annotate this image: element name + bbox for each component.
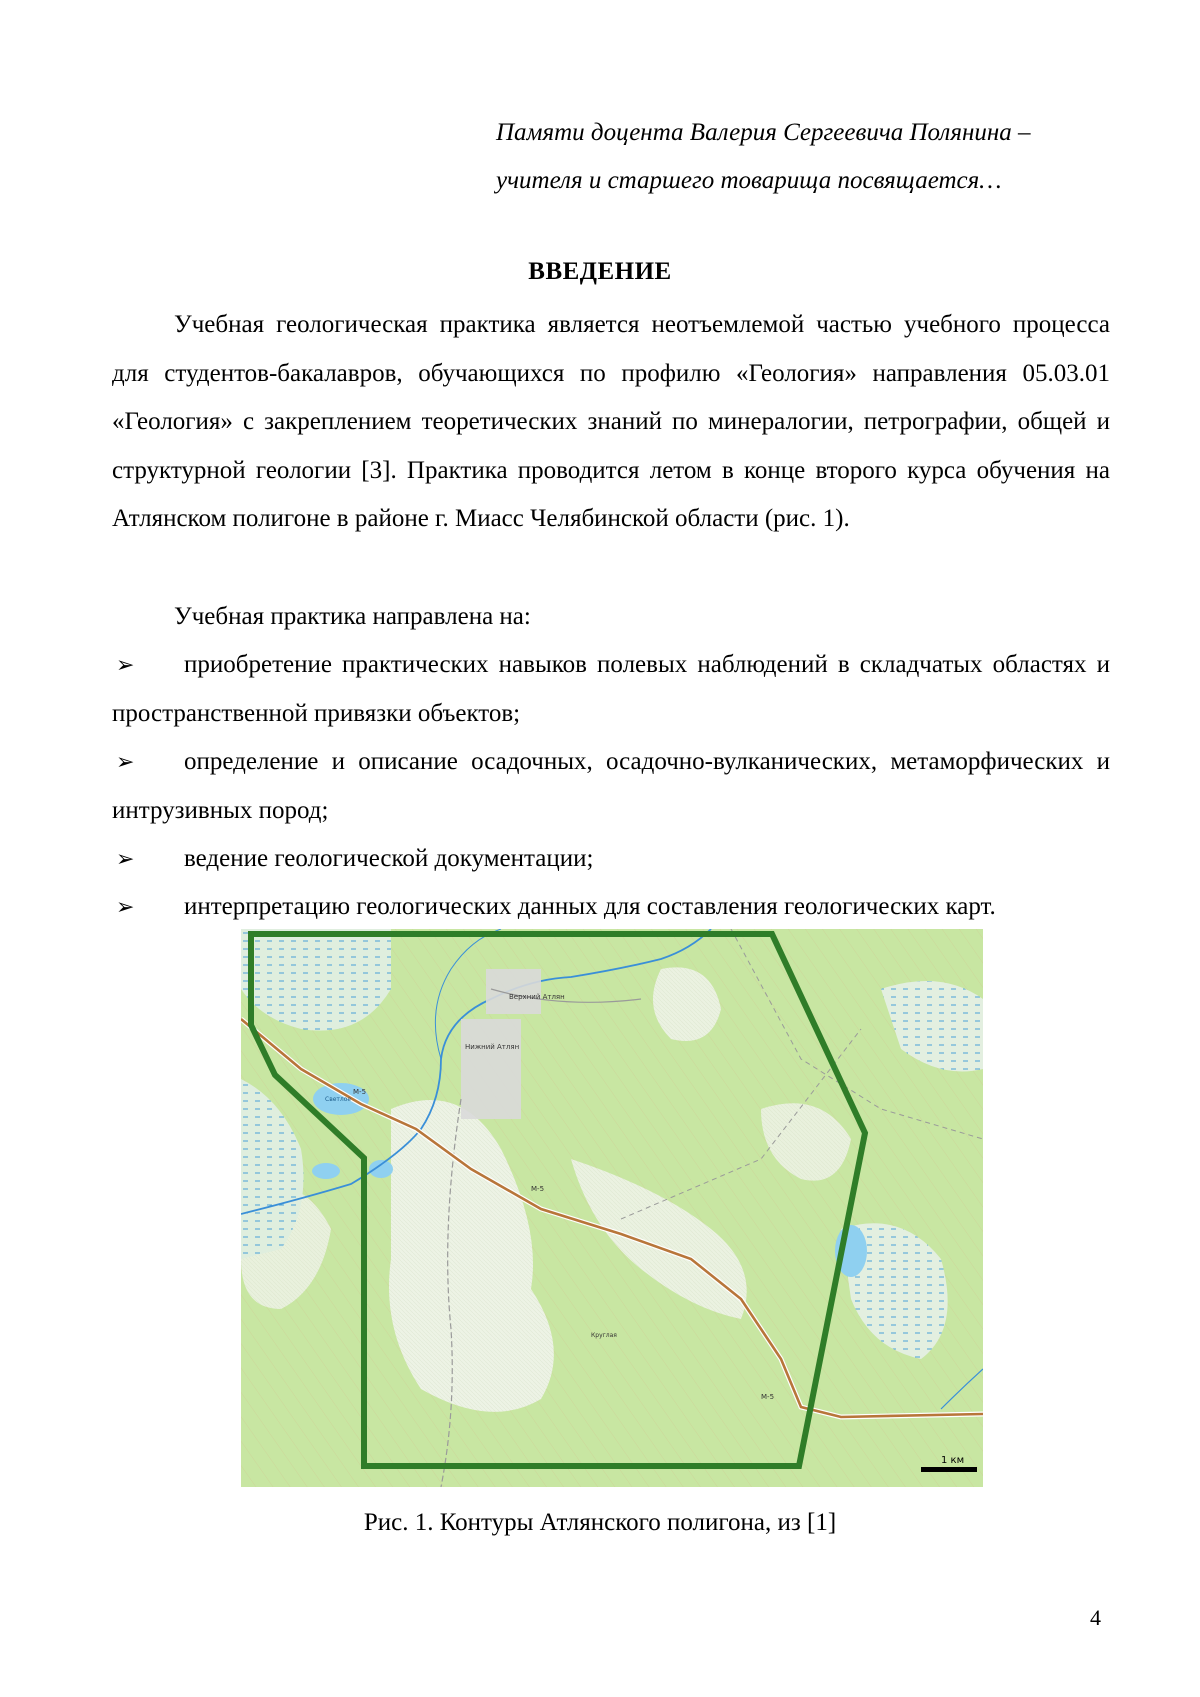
page-number: 4 [1090, 1605, 1101, 1630]
map-label-peak: Круглая [591, 1332, 617, 1339]
epigraph-line-2: учителя и старшего товарища посвящается… [496, 167, 1002, 194]
polygon-map-figure [241, 929, 983, 1487]
lake [312, 1163, 340, 1179]
map-scale-bar [921, 1467, 977, 1472]
list-item [112, 883, 1110, 932]
map-label-road: М-5 [761, 1393, 775, 1401]
list-item-text: ведение геологической документации; [184, 845, 594, 872]
section-heading: ВВЕДЕНИЕ [528, 258, 672, 285]
map-label-village: Нижний Атлян [465, 1043, 520, 1051]
lake [369, 1160, 393, 1178]
map-scale-label: 1 км [941, 1455, 965, 1466]
settlement-area [461, 1019, 521, 1119]
map-label-lake: Светлое [325, 1096, 352, 1103]
list-item-text: интерпретацию геологических данных для составления геологических карт. [184, 893, 996, 920]
arrow-bullet-icon: ➢ [116, 652, 135, 677]
list-item [112, 738, 1110, 835]
map-label-road: М-5 [353, 1088, 367, 1096]
arrow-bullet-icon: ➢ [116, 749, 135, 774]
epigraph-line-1: Памяти доцента Валерия Сергеевича Полянина – [496, 119, 1031, 146]
list-intro-paragraph: Учебная практика направлена на: [174, 603, 531, 630]
intro-paragraph: Учебная геологическая практика является неотъемлемой частью учебного процесса для студентов-бакалавров, обучающихся по профилю «Геология» направления 05.03.01 «Геология» с закреплением теоретических знаний по минералогии, петрографии, общей и структурной геологии [3]. Практика проводится летом в конце второго курса обучения на Атлянском полигоне в районе г. Миасс Челябинской области (рис. 1). [112, 311, 1110, 533]
list-item-text: приобретение практических навыков полевых наблюдений в складчатых областях и пространственной привязки объектов; [112, 651, 1110, 727]
map-label-road: М-5 [531, 1185, 545, 1193]
figure-caption: Рис. 1. Контуры Атлянского полигона, из [1] [363, 1509, 837, 1536]
arrow-bullet-icon: ➢ [116, 846, 135, 871]
map-label-village: Верхний Атлян [509, 993, 565, 1001]
list-item [112, 835, 1110, 884]
list-item-text: определение и описание осадочных, осадочно-вулканических, метаморфических и интрузивных пород; [112, 748, 1110, 824]
list-item [112, 641, 1110, 738]
arrow-bullet-icon: ➢ [116, 894, 135, 919]
topographic-map [241, 929, 983, 1487]
settlement-area [486, 969, 541, 1014]
